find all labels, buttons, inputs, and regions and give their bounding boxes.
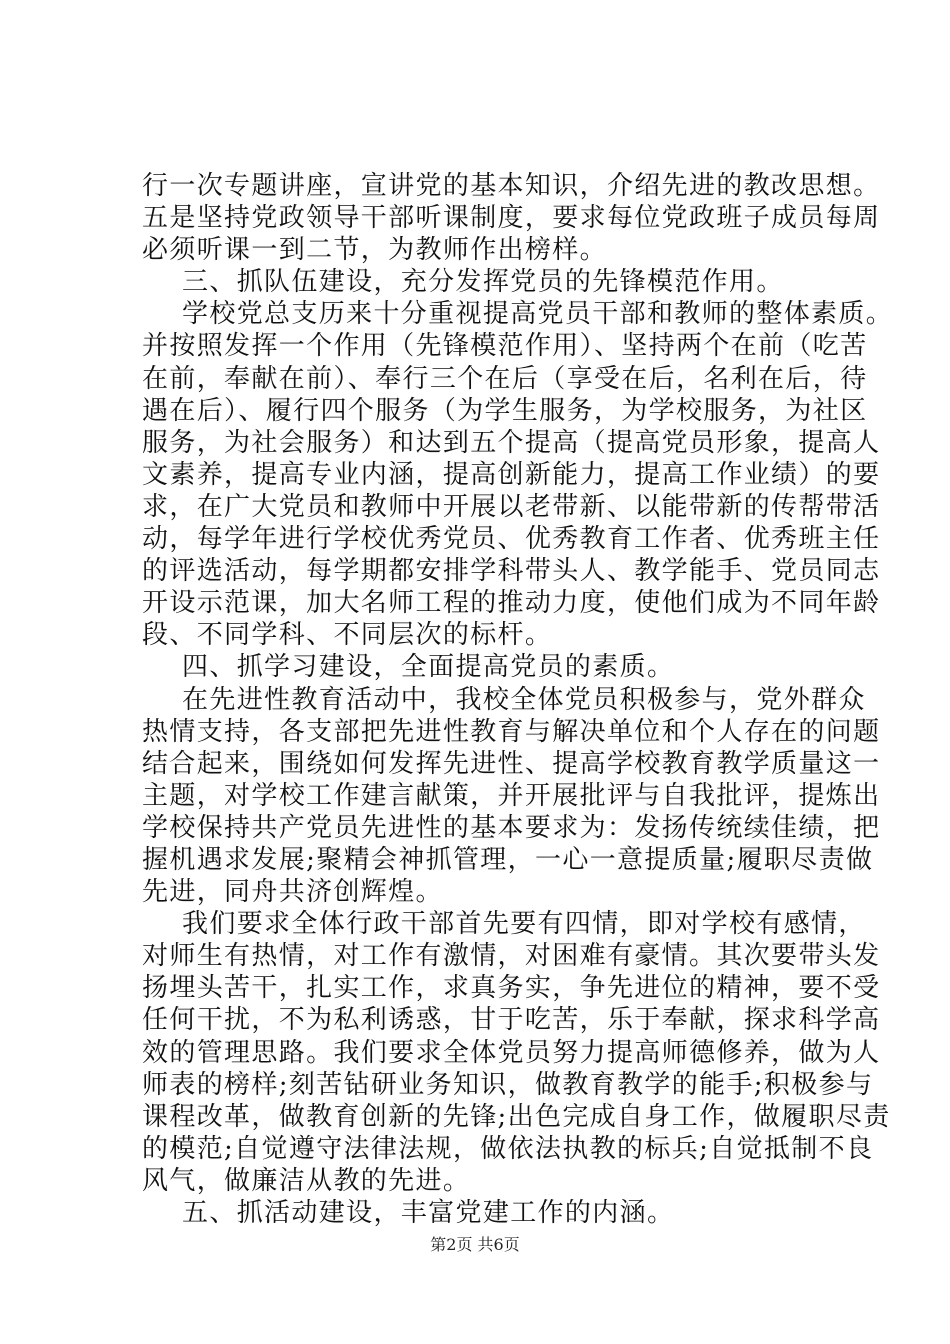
text-line: 并按照发挥一个作用（先锋模范作用）、坚持两个在前（吃苦: [142, 331, 868, 362]
text-line: 段、不同学科、不同层次的标杆。: [142, 620, 553, 651]
text-line: 在前，奉献在前）、奉行三个在后（享受在后，名利在后，待: [142, 363, 868, 394]
text-line: 效的管理思路。我们要求全体党员努力提高师德修养，做为人: [142, 1037, 881, 1068]
text-line: 扬埋头苦干，扎实工作，求真务实，争先进位的精神，要不受: [142, 973, 881, 1004]
section-heading-4: 四、抓学习建设，全面提高党员的素质。: [182, 652, 675, 683]
section-heading-3: 三、抓队伍建设，充分发挥党员的先锋模范作用。: [182, 267, 784, 298]
text-line: 学校党总支历来十分重视提高党员干部和教师的整体素质。: [182, 299, 894, 330]
text-line: 的评选活动，每学期都安排学科带头人、教学能手、党员同志: [142, 556, 881, 587]
text-line: 任何干扰，不为私利诱惑，甘于吃苦，乐于奉献，探求科学高: [142, 1005, 881, 1036]
page-number-footer: 第2页 共6页: [430, 1235, 520, 1254]
text-line: 在先进性教育活动中，我校全体党员积极参与，党外群众: [182, 684, 866, 715]
text-line: 师表的榜样;刻苦钻研业务知识，做教育教学的能手;积极参与: [142, 1069, 874, 1100]
text-line: 课程改革，做教育创新的先锋;出色完成自身工作，做履职尽责: [142, 1101, 891, 1132]
text-line: 文素养，提高专业内涵，提高创新能力，提高工作业绩）的要: [142, 459, 881, 490]
text-line: 热情支持，各支部把先进性教育与解决单位和个人存在的问题: [142, 716, 881, 747]
text-line: 对师生有热情，对工作有激情，对困难有豪情。其次要带头发: [142, 941, 881, 972]
text-line: 握机遇求发展;聚精会神抓管理，一心一意提质量;履职尽责做: [142, 844, 874, 875]
text-line: 开设示范课，加大名师工程的推动力度，使他们成为不同年龄: [142, 588, 881, 619]
text-line: 必须听课一到二节，为教师作出榜样。: [142, 235, 607, 266]
text-line: 服务，为社会服务）和达到五个提高（提高党员形象，提高人: [142, 427, 881, 458]
section-heading-5: 五、抓活动建设，丰富党建工作的内涵。: [182, 1198, 675, 1228]
text-line: 求，在广大党员和教师中开展以老带新、以能带新的传帮带活: [142, 491, 881, 522]
text-line: 的模范;自觉遵守法律法规，做依法执教的标兵;自觉抵制不良: [142, 1133, 874, 1164]
text-line: 主题，对学校工作建言献策，并开展批评与自我批评，提炼出: [142, 780, 881, 811]
text-line: 我们要求全体行政干部首先要有四情，即对学校有感情，: [182, 909, 866, 940]
text-line: 遇在后）、履行四个服务（为学生服务，为学校服务，为社区: [142, 395, 868, 426]
text-line: 五是坚持党政领导干部听课制度，要求每位党政班子成员每周: [142, 203, 881, 234]
text-line: 先进，同舟共济创辉煌。: [142, 877, 443, 908]
text-line: 学校保持共产党员先进性的基本要求为：发扬传统续佳绩，把: [142, 812, 881, 843]
text-line: 结合起来，围绕如何发挥先进性、提高学校教育教学质量这一: [142, 748, 881, 779]
text-line: 风气，做廉洁从教的先进。: [142, 1165, 471, 1196]
document-body: [142, 170, 894, 1229]
text-line: 行一次专题讲座，宣讲党的基本知识，介绍先进的教改思想。: [142, 171, 881, 201]
text-line: 动，每学年进行学校优秀党员、优秀教育工作者、优秀班主任: [142, 524, 881, 555]
